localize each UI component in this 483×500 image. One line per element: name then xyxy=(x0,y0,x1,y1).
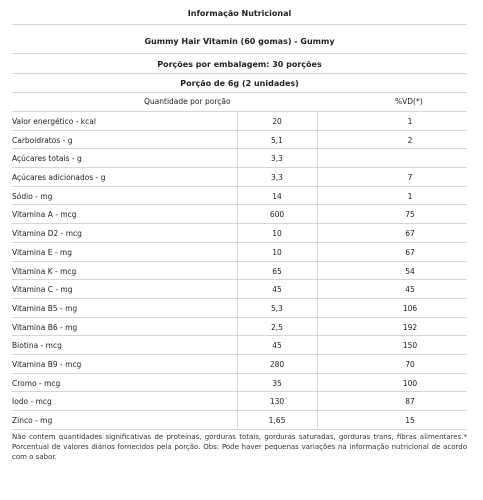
portion-size: Porção de 6g (2 unidades) xyxy=(12,74,467,93)
nutrient-label: Sódio - mg xyxy=(12,191,53,201)
nutrient-vd: 45 xyxy=(405,285,415,295)
nutrient-vd: 106 xyxy=(402,303,418,313)
nutrient-vd: 1 xyxy=(407,117,413,126)
footnote: Não contem quantidades significativas de proteínas, gorduras totais, gorduras saturadas, gorduras trans, fibras alimentares.* Porcentual de valores diários fornecidos pela porção. Obs: Pode haver pequenas variações na informação nutricional de acordo com o sabor. xyxy=(12,432,467,461)
product-name: Gummy Hair Vitamin (60 gomas) - Gummy xyxy=(12,25,467,54)
table-row xyxy=(12,299,467,318)
nutrient-quantity: 45 xyxy=(272,341,282,351)
nutrient-vd: 15 xyxy=(405,416,415,425)
nutrient-vd: 7 xyxy=(407,173,413,183)
table-row xyxy=(12,318,467,337)
nutrient-quantity: 20 xyxy=(272,117,282,126)
table-row xyxy=(12,149,467,168)
table-row xyxy=(12,392,467,411)
nutrient-label: Vitamina D2 - mcg xyxy=(12,229,82,239)
table-row xyxy=(12,336,467,355)
nutrient-quantity: 3,3 xyxy=(271,173,283,183)
nutrition-table xyxy=(12,0,467,462)
nutrient-label: Vitamina B5 - mg xyxy=(12,303,78,313)
nutrient-label: Açúcares totais - g xyxy=(12,154,82,164)
nutrient-label: Vitamina E - mg xyxy=(12,247,72,257)
nutrient-quantity: 280 xyxy=(269,359,285,369)
nutrient-label: Biotina - mcg xyxy=(12,341,62,351)
nutrient-label: Zinco - mg xyxy=(12,416,53,425)
column-header-quantity: Quantidade por porção xyxy=(144,97,231,106)
table-row xyxy=(12,131,467,150)
table-row xyxy=(12,355,467,374)
table-row xyxy=(12,374,467,393)
nutrient-vd: 67 xyxy=(405,247,415,257)
table-row xyxy=(12,411,467,430)
nutrient-label: Vitamina B9 - mcg xyxy=(12,359,82,369)
nutrient-quantity: 130 xyxy=(269,397,285,407)
nutrient-label: Vitamina A - mcg xyxy=(12,210,77,220)
table-row xyxy=(12,243,467,262)
nutrient-quantity: 1,65 xyxy=(268,416,286,425)
nutrient-vd: 100 xyxy=(402,378,418,388)
nutrient-quantity: 5,1 xyxy=(271,135,283,145)
nutrient-vd: 70 xyxy=(405,359,415,369)
nutrient-label: Iodo - mcg xyxy=(12,397,52,407)
nutrient-quantity: 600 xyxy=(269,210,285,220)
table-row xyxy=(12,262,467,281)
nutrient-rows xyxy=(12,112,467,430)
nutrient-label: Vitamina B6 - mg xyxy=(12,322,78,332)
nutrient-vd: 87 xyxy=(405,397,415,407)
nutrient-vd: 192 xyxy=(402,322,418,332)
nutrient-quantity: 45 xyxy=(272,285,282,295)
nutrient-vd: 2 xyxy=(407,135,413,145)
nutrient-quantity: 10 xyxy=(272,247,282,257)
nutrient-label: Vitamina C - mg xyxy=(12,285,73,295)
nutrient-label: Cromo - mcg xyxy=(12,378,61,388)
table-row xyxy=(12,205,467,224)
table-row xyxy=(12,112,467,131)
nutrient-label: Carboidratos - g xyxy=(12,135,73,145)
nutrient-label: Valor energético - kcal xyxy=(12,117,96,126)
table-title: Informação Nutricional xyxy=(12,0,467,25)
nutrient-vd: 1 xyxy=(407,191,413,201)
nutrient-quantity: 35 xyxy=(272,378,282,388)
nutrient-quantity: 5,3 xyxy=(271,303,283,313)
nutrient-vd: 75 xyxy=(405,210,415,220)
column-header-vd: %VD(*) xyxy=(395,97,423,106)
table-row xyxy=(12,187,467,206)
table-row xyxy=(12,224,467,243)
nutrient-quantity: 14 xyxy=(272,191,282,201)
nutrient-label: Açúcares adicionados - g xyxy=(12,173,106,183)
nutrient-vd: 150 xyxy=(402,341,418,351)
table-row xyxy=(12,280,467,299)
nutrient-vd: 67 xyxy=(405,229,415,239)
nutrient-quantity: 10 xyxy=(272,229,282,239)
servings-per-package: Porções por embalagem: 30 porções xyxy=(12,54,467,74)
nutrient-label: Vitamina K - mcg xyxy=(12,266,77,276)
table-row xyxy=(12,168,467,187)
nutrient-vd: 54 xyxy=(405,266,415,276)
nutrient-quantity: 65 xyxy=(272,266,282,276)
nutrient-quantity: 2,5 xyxy=(271,322,283,332)
nutrient-quantity: 3,3 xyxy=(271,154,283,164)
column-header-row xyxy=(12,93,467,112)
